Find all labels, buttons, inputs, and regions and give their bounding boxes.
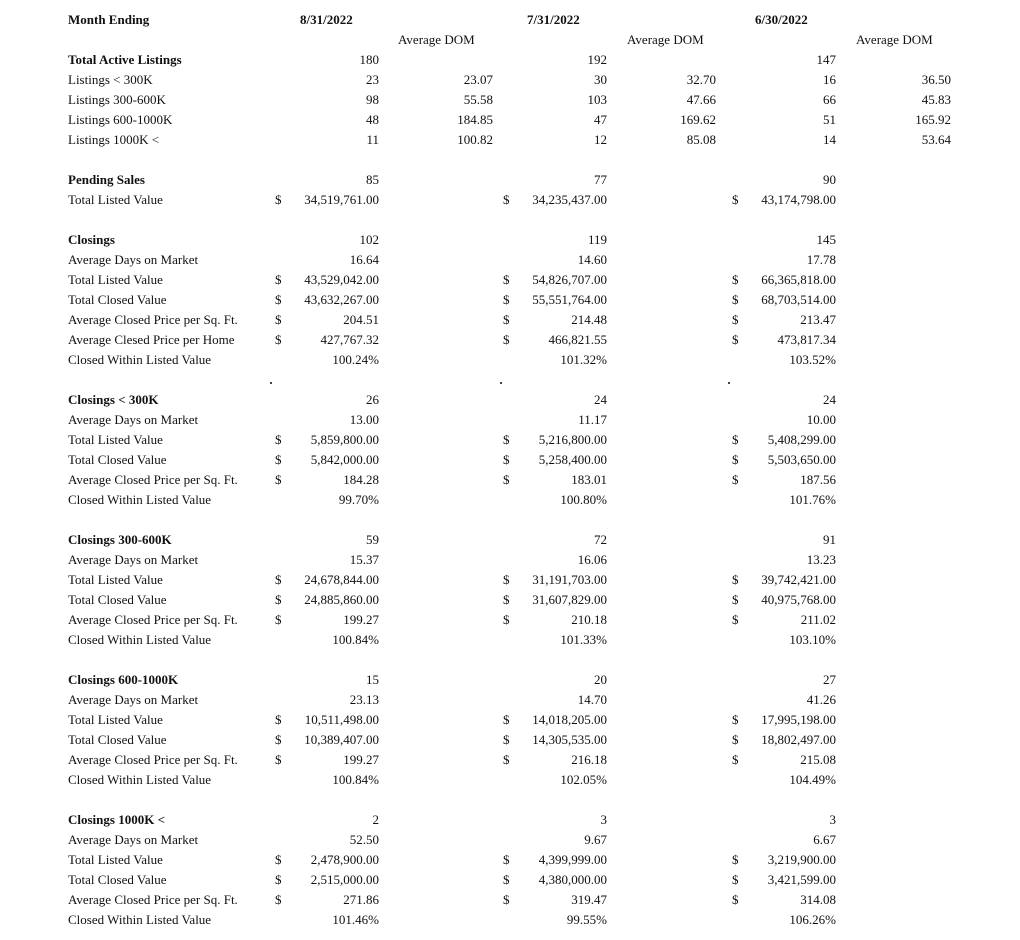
value-cell: 39,742,421.00 [761, 572, 836, 587]
value-cell: 319.47 [571, 892, 607, 907]
value-cell: 15 [366, 672, 379, 687]
row-label: Average Clesed Price per Home [68, 332, 235, 347]
dollar-sign: $ [503, 592, 510, 607]
row-label: Total Closed Value [68, 292, 167, 307]
average-dom-cell: 85.08 [686, 132, 716, 147]
dollar-sign: $ [732, 852, 739, 867]
value-cell: 43,529,042.00 [304, 272, 379, 287]
value-cell: 24,885,860.00 [304, 592, 379, 607]
dollar-sign: $ [732, 752, 739, 767]
value-cell: 2 [372, 812, 379, 827]
value-cell: 314.08 [800, 892, 836, 907]
row-label: Listings < 300K [68, 72, 153, 87]
row-label: Closed Within Listed Value [68, 352, 212, 367]
value-cell: 204.51 [343, 312, 379, 327]
value-cell: 13.23 [806, 552, 836, 567]
row-label: Total Listed Value [68, 432, 163, 447]
dollar-sign: $ [503, 472, 510, 487]
dollar-sign: $ [732, 732, 739, 747]
value-cell: 211.02 [800, 612, 836, 627]
value-cell: 100.84% [332, 632, 379, 647]
row-label: Closed Within Listed Value [68, 492, 212, 507]
value-cell: 5,408,299.00 [767, 432, 836, 447]
row-label: Average Closed Price per Sq. Ft. [68, 752, 238, 767]
value-cell: 48 [366, 112, 379, 127]
value-cell: 103.10% [789, 632, 836, 647]
average-dom-cell: 47.66 [686, 92, 716, 107]
value-cell: 31,191,703.00 [532, 572, 607, 587]
value-cell: 101.33% [560, 632, 607, 647]
value-cell: 3 [829, 812, 836, 827]
value-cell: 2,478,900.00 [310, 852, 379, 867]
dollar-sign: $ [275, 612, 282, 627]
dollar-sign: $ [275, 432, 282, 447]
value-cell: 215.08 [800, 752, 836, 767]
row-label: Total Closed Value [68, 452, 167, 467]
value-cell: 91 [823, 532, 836, 547]
value-cell: 147 [816, 52, 836, 67]
dollar-sign: $ [503, 732, 510, 747]
average-dom-cell: 100.82 [457, 132, 493, 147]
value-cell: 27 [823, 672, 836, 687]
value-cell: 30 [594, 72, 607, 87]
value-cell: 5,258,400.00 [538, 452, 607, 467]
dollar-sign: $ [503, 192, 510, 207]
dollar-sign: $ [503, 752, 510, 767]
value-cell: 14 [823, 132, 836, 147]
row-label: Average Days on Market [68, 252, 199, 267]
dollar-sign: $ [275, 272, 282, 287]
dollar-sign: $ [732, 272, 739, 287]
value-cell: 104.49% [789, 772, 836, 787]
row-label: Average Closed Price per Sq. Ft. [68, 312, 238, 327]
average-dom-header-1: Average DOM [398, 32, 475, 47]
dollar-sign: $ [275, 732, 282, 747]
average-dom-cell: 23.07 [463, 72, 493, 87]
month-header-1: 8/31/2022 [300, 12, 353, 27]
average-dom-cell: 55.58 [463, 92, 493, 107]
dollar-sign: $ [732, 192, 739, 207]
value-cell: 101.32% [560, 352, 607, 367]
dollar-sign: $ [732, 572, 739, 587]
value-cell: 14,018,205.00 [532, 712, 607, 727]
value-cell: 20 [594, 672, 607, 687]
row-label: Average Closed Price per Sq. Ft. [68, 472, 238, 487]
value-cell: 41.26 [806, 692, 836, 707]
value-cell: 47 [594, 112, 607, 127]
dollar-sign: $ [503, 892, 510, 907]
value-cell: 13.00 [349, 412, 379, 427]
value-cell: 199.27 [343, 752, 379, 767]
value-cell: 180 [359, 52, 379, 67]
average-dom-header-2: Average DOM [627, 32, 704, 47]
value-cell: 16 [823, 72, 836, 87]
average-dom-cell: 169.62 [680, 112, 716, 127]
value-cell: 101.46% [332, 912, 379, 927]
average-dom-header-3: Average DOM [856, 32, 933, 47]
value-cell: 466,821.55 [548, 332, 607, 347]
value-cell: 43,174,798.00 [761, 192, 836, 207]
row-label: Listings 300-600K [68, 92, 166, 107]
value-cell: 213.47 [800, 312, 836, 327]
row-label: Total Closed Value [68, 872, 167, 887]
value-cell: 210.18 [571, 612, 607, 627]
value-cell: 100.80% [560, 492, 607, 507]
value-cell: 103.52% [789, 352, 836, 367]
dollar-sign: $ [732, 612, 739, 627]
value-cell: 16.64 [349, 252, 379, 267]
value-cell: 10.00 [806, 412, 836, 427]
value-cell: 90 [823, 172, 836, 187]
row-label: Listings 600-1000K [68, 112, 173, 127]
value-cell: 3,219,900.00 [767, 852, 836, 867]
value-cell: 106.26% [789, 912, 836, 927]
value-cell: 40,975,768.00 [761, 592, 836, 607]
value-cell: 24,678,844.00 [304, 572, 379, 587]
value-cell: 183.01 [571, 472, 607, 487]
section-heading: Total Active Listings [68, 52, 182, 67]
value-cell: 66 [823, 92, 836, 107]
value-cell: 68,703,514.00 [761, 292, 836, 307]
value-cell: 5,216,800.00 [538, 432, 607, 447]
dollar-sign: $ [732, 312, 739, 327]
dollar-sign: $ [275, 292, 282, 307]
stray-mark [728, 382, 730, 384]
month-header-3: 6/30/2022 [755, 12, 808, 27]
row-label: Total Closed Value [68, 732, 167, 747]
value-cell: 5,842,000.00 [310, 452, 379, 467]
value-cell: 99.55% [566, 912, 607, 927]
section-heading: Pending Sales [68, 172, 145, 187]
value-cell: 85 [366, 172, 379, 187]
value-cell: 17,995,198.00 [761, 712, 836, 727]
section-heading: Closings [68, 232, 115, 247]
dollar-sign: $ [732, 472, 739, 487]
value-cell: 9.67 [584, 832, 607, 847]
dollar-sign: $ [275, 452, 282, 467]
value-cell: 4,399,999.00 [538, 852, 607, 867]
value-cell: 16.06 [577, 552, 607, 567]
value-cell: 98 [366, 92, 379, 107]
value-cell: 72 [594, 532, 607, 547]
value-cell: 3,421,599.00 [767, 872, 836, 887]
dollar-sign: $ [503, 452, 510, 467]
value-cell: 66,365,818.00 [761, 272, 836, 287]
value-cell: 34,235,437.00 [532, 192, 607, 207]
average-dom-cell: 53.64 [921, 132, 951, 147]
row-label: Closed Within Listed Value [68, 632, 212, 647]
value-cell: 102 [359, 232, 379, 247]
row-label: Average Closed Price per Sq. Ft. [68, 892, 238, 907]
row-label: Total Listed Value [68, 192, 163, 207]
dollar-sign: $ [732, 872, 739, 887]
value-cell: 103 [587, 92, 607, 107]
dollar-sign: $ [275, 332, 282, 347]
value-cell: 184.28 [343, 472, 379, 487]
value-cell: 34,519,761.00 [304, 192, 379, 207]
value-cell: 11 [366, 132, 379, 147]
dollar-sign: $ [275, 592, 282, 607]
dollar-sign: $ [275, 752, 282, 767]
dollar-sign: $ [503, 332, 510, 347]
value-cell: 10,511,498.00 [304, 712, 379, 727]
value-cell: 15.37 [349, 552, 379, 567]
dollar-sign: $ [503, 852, 510, 867]
value-cell: 5,859,800.00 [310, 432, 379, 447]
row-label: Closed Within Listed Value [68, 772, 212, 787]
value-cell: 55,551,764.00 [532, 292, 607, 307]
dollar-sign: $ [275, 892, 282, 907]
value-cell: 216.18 [571, 752, 607, 767]
value-cell: 59 [366, 532, 379, 547]
row-label: Total Listed Value [68, 572, 163, 587]
value-cell: 145 [816, 232, 836, 247]
value-cell: 10,389,407.00 [304, 732, 379, 747]
dollar-sign: $ [503, 292, 510, 307]
dollar-sign: $ [503, 312, 510, 327]
row-label: Total Listed Value [68, 852, 163, 867]
value-cell: 192 [587, 52, 607, 67]
value-cell: 199.27 [343, 612, 379, 627]
dollar-sign: $ [275, 572, 282, 587]
dollar-sign: $ [275, 852, 282, 867]
value-cell: 187.56 [800, 472, 836, 487]
dollar-sign: $ [732, 452, 739, 467]
dollar-sign: $ [275, 312, 282, 327]
row-label: Total Listed Value [68, 272, 163, 287]
value-cell: 18,802,497.00 [761, 732, 836, 747]
value-cell: 14.70 [577, 692, 607, 707]
dollar-sign: $ [503, 872, 510, 887]
value-cell: 26 [366, 392, 379, 407]
value-cell: 119 [587, 232, 607, 247]
dollar-sign: $ [732, 892, 739, 907]
section-heading: Closings 1000K < [68, 812, 165, 827]
dollar-sign: $ [503, 432, 510, 447]
average-dom-cell: 36.50 [921, 72, 951, 87]
dollar-sign: $ [275, 472, 282, 487]
value-cell: 4,380,000.00 [538, 872, 607, 887]
value-cell: 102.05% [560, 772, 607, 787]
value-cell: 99.70% [338, 492, 379, 507]
value-cell: 14,305,535.00 [532, 732, 607, 747]
value-cell: 100.24% [332, 352, 379, 367]
value-cell: 427,767.32 [320, 332, 379, 347]
month-ending-label: Month Ending [68, 12, 150, 27]
average-dom-cell: 165.92 [915, 112, 951, 127]
dollar-sign: $ [732, 292, 739, 307]
dollar-sign: $ [732, 432, 739, 447]
dollar-sign: $ [503, 612, 510, 627]
dollar-sign: $ [275, 872, 282, 887]
row-label: Total Closed Value [68, 592, 167, 607]
row-label: Average Days on Market [68, 412, 199, 427]
dollar-sign: $ [503, 572, 510, 587]
month-header-2: 7/31/2022 [527, 12, 580, 27]
dollar-sign: $ [732, 332, 739, 347]
dollar-sign: $ [503, 712, 510, 727]
row-label: Listings 1000K < [68, 132, 160, 147]
value-cell: 100.84% [332, 772, 379, 787]
average-dom-cell: 184.85 [457, 112, 493, 127]
value-cell: 51 [823, 112, 836, 127]
row-label: Average Days on Market [68, 832, 199, 847]
value-cell: 77 [594, 172, 607, 187]
section-heading: Closings 300-600K [68, 532, 172, 547]
value-cell: 14.60 [577, 252, 607, 267]
row-label: Closed Within Listed Value [68, 912, 212, 927]
average-dom-cell: 32.70 [686, 72, 716, 87]
dollar-sign: $ [503, 272, 510, 287]
value-cell: 6.67 [813, 832, 836, 847]
value-cell: 23.13 [349, 692, 379, 707]
dollar-sign: $ [275, 192, 282, 207]
section-heading: Closings < 300K [68, 392, 159, 407]
average-dom-cell: 45.83 [921, 92, 951, 107]
value-cell: 24 [823, 392, 836, 407]
value-cell: 11.17 [578, 412, 607, 427]
row-label: Average Days on Market [68, 552, 199, 567]
stray-mark [270, 382, 272, 384]
value-cell: 3 [600, 812, 607, 827]
row-label: Average Days on Market [68, 692, 199, 707]
value-cell: 101.76% [789, 492, 836, 507]
value-cell: 52.50 [349, 832, 379, 847]
dollar-sign: $ [275, 712, 282, 727]
dollar-sign: $ [732, 712, 739, 727]
value-cell: 43,632,267.00 [304, 292, 379, 307]
value-cell: 23 [366, 72, 379, 87]
section-heading: Closings 600-1000K [68, 672, 179, 687]
value-cell: 271.86 [343, 892, 379, 907]
value-cell: 473,817.34 [777, 332, 836, 347]
row-label: Average Closed Price per Sq. Ft. [68, 612, 238, 627]
dollar-sign: $ [732, 592, 739, 607]
row-label: Total Listed Value [68, 712, 163, 727]
value-cell: 2,515,000.00 [310, 872, 379, 887]
value-cell: 54,826,707.00 [532, 272, 607, 287]
value-cell: 31,607,829.00 [532, 592, 607, 607]
value-cell: 5,503,650.00 [767, 452, 836, 467]
stray-mark [500, 382, 502, 384]
value-cell: 17.78 [806, 252, 836, 267]
value-cell: 12 [594, 132, 607, 147]
value-cell: 24 [594, 392, 607, 407]
value-cell: 214.48 [571, 312, 607, 327]
